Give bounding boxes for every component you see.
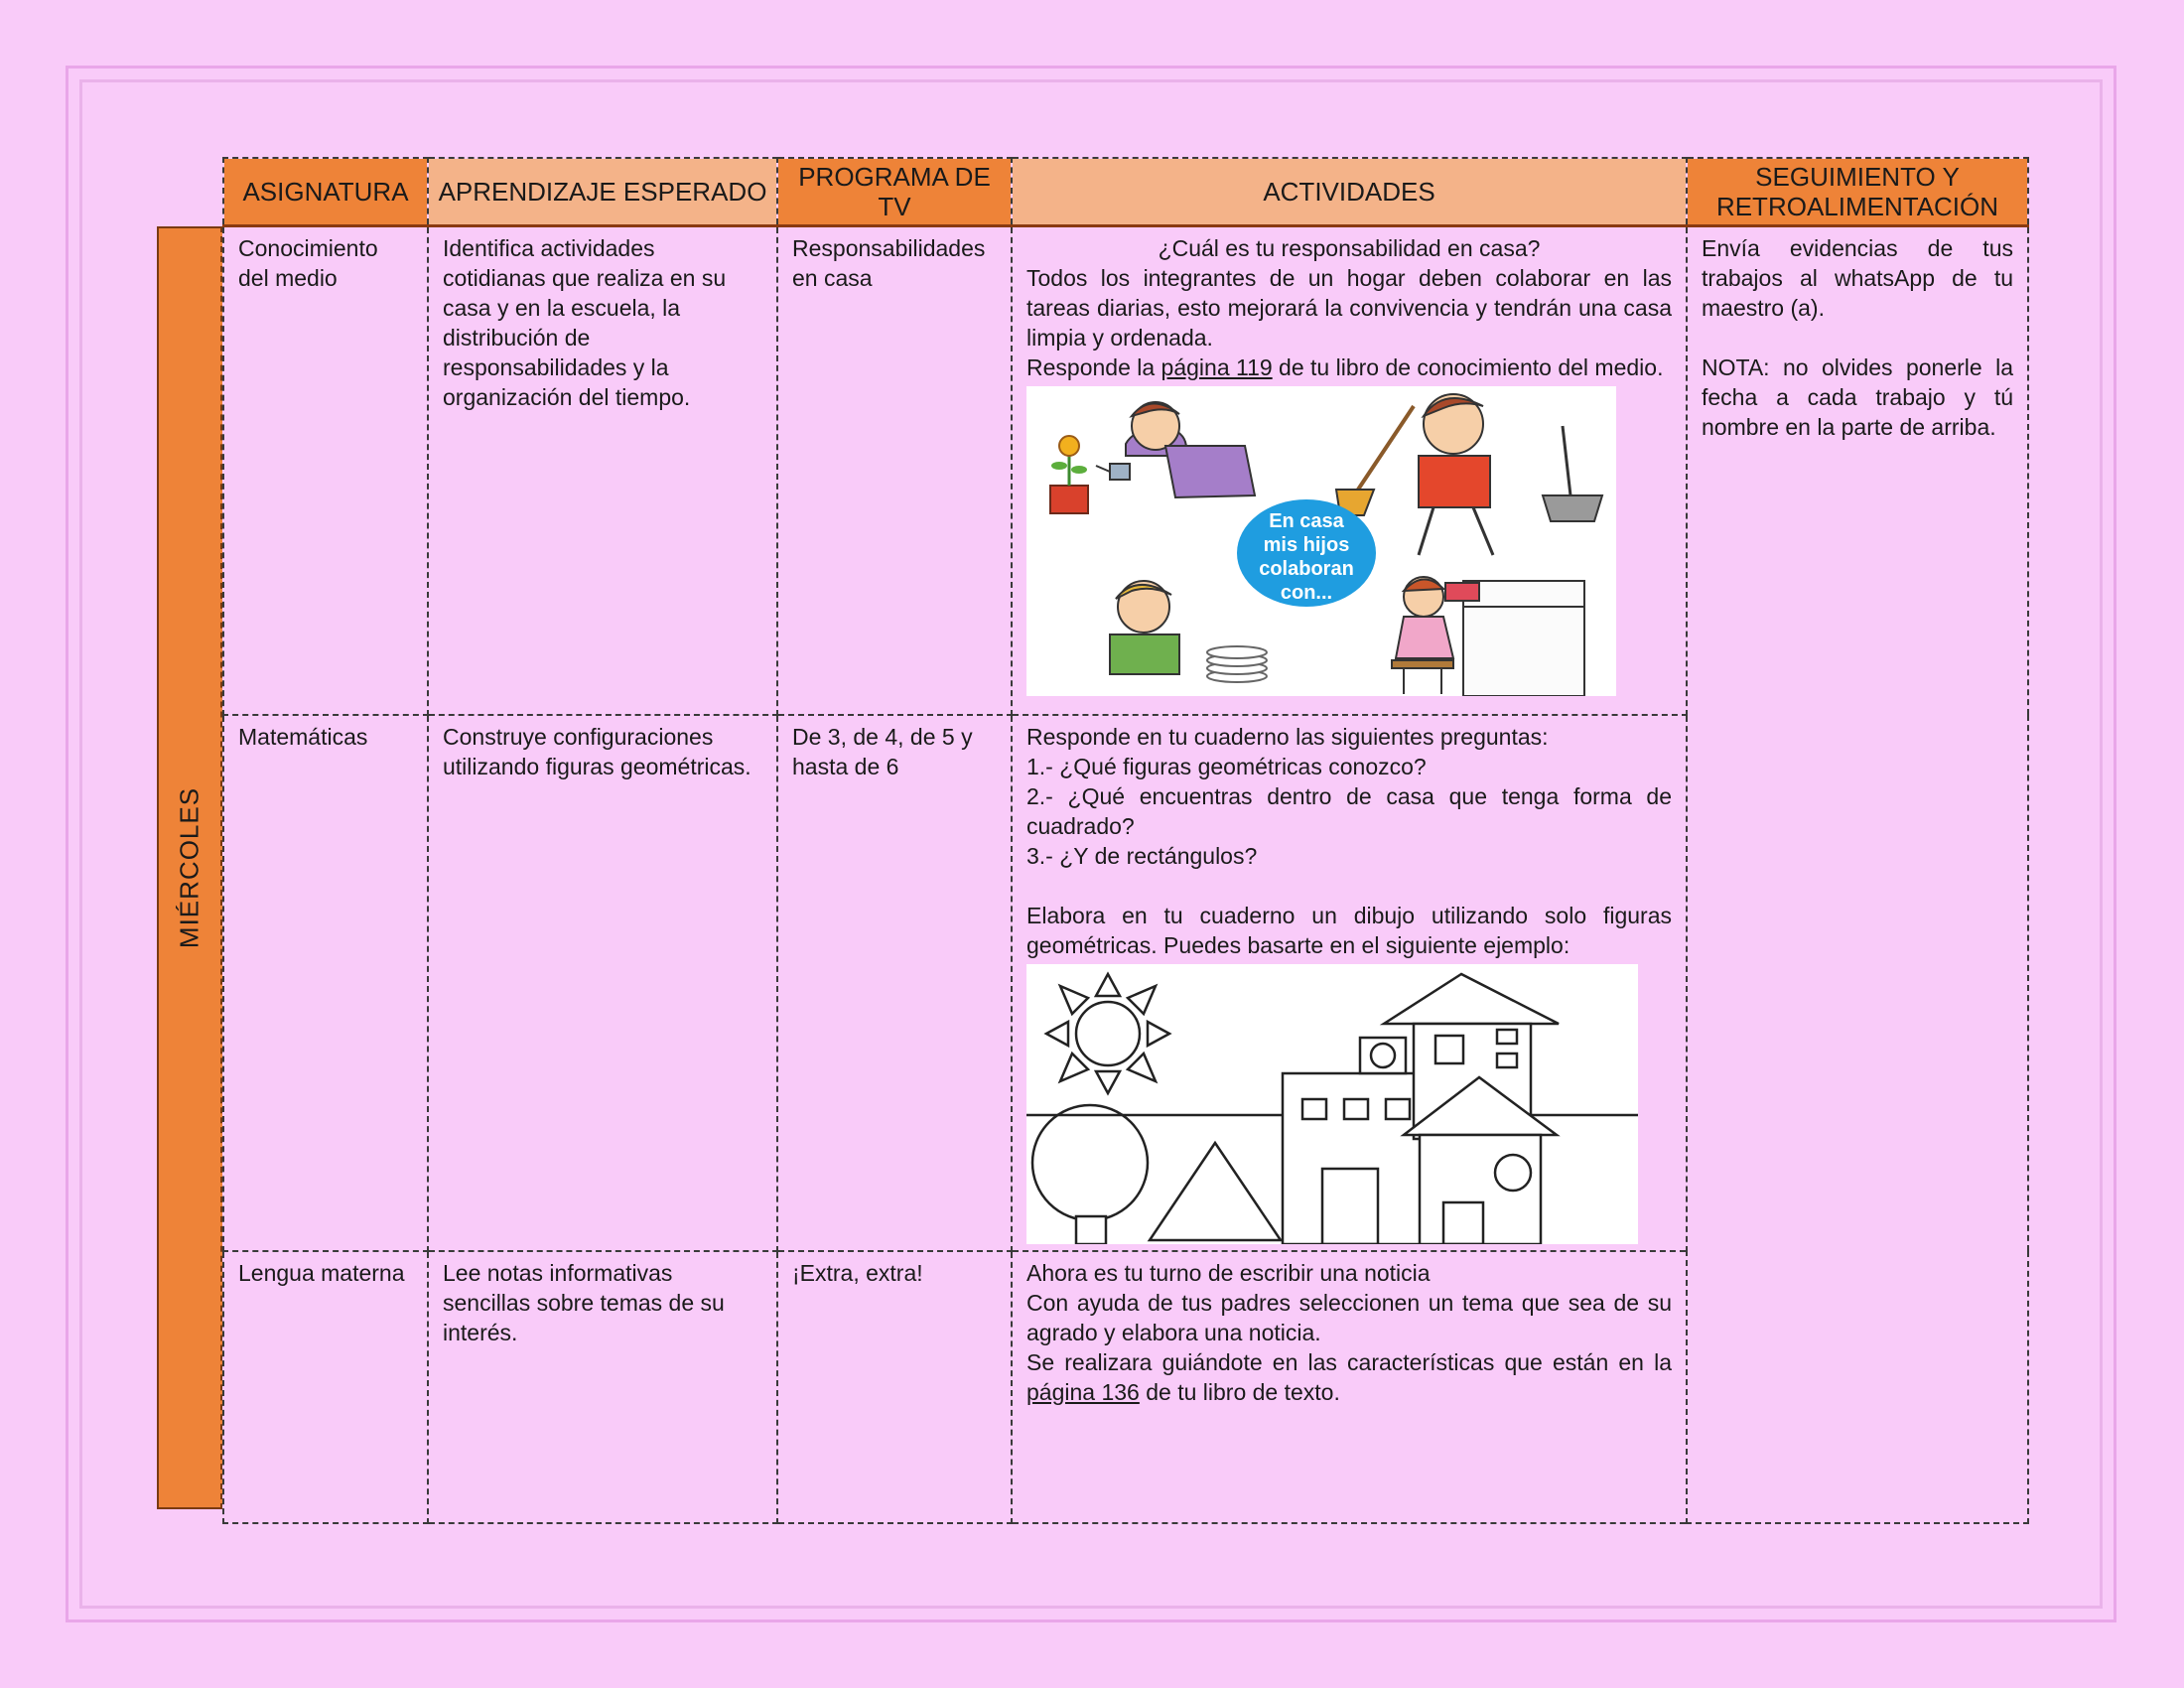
spacer: [1026, 871, 1672, 901]
header-seguimiento: SEGUIMIENTO Y RETROALIMENTACIÓN: [1687, 158, 2028, 226]
cell-programa: De 3, de 4, de 5 y hasta de 6: [777, 715, 1012, 1251]
activity-line-2: Con ayuda de tus padres seleccionen un tema que sea de su agrado y elabora una noticia.: [1026, 1289, 1672, 1345]
day-column: [157, 226, 222, 1509]
activity-question-2: 2.- ¿Qué encuentras dentro de casa que tenga forma de cuadrado?: [1026, 782, 1672, 839]
activity-line-3: [1026, 1347, 1672, 1407]
activity-question-1: 1.- ¿Qué figuras geométricas conozco?: [1026, 753, 1427, 779]
table-row: [223, 226, 2028, 715]
activity-line-1: Ahora es tu turno de escribir una noticia: [1026, 1259, 1431, 1286]
page-reference-link: página 136: [1026, 1378, 1140, 1405]
cell-actividades: [1012, 1251, 1687, 1523]
activity-intro: Responde en tu cuaderno las siguientes preguntas:: [1026, 723, 1549, 750]
seguimiento-note: NOTA: no olvides ponerle la fecha a cada trabajo y tú nombre en la parte de arriba.: [1702, 354, 2013, 440]
header-aprendizaje: APRENDIZAJE ESPERADO: [428, 158, 777, 226]
spacer: [1702, 323, 2013, 352]
cell-asignatura: Lengua materna: [223, 1251, 428, 1523]
cell-actividades: [1012, 715, 1687, 1251]
cell-programa: ¡Extra, extra!: [777, 1251, 1012, 1523]
badge-text-line-2: mis hijos: [1263, 534, 1350, 556]
cell-asignatura: Conocimiento del medio: [223, 226, 428, 715]
lesson-plan-table: [222, 157, 2029, 1524]
household-chores-illustration: [1026, 386, 1616, 696]
activity-instruction: [1026, 352, 1672, 382]
cell-aprendizaje: Identifica actividades cotidianas que realiza en su casa y en la escuela, la distribución de responsabilidades y la organización del tiempo.: [428, 226, 777, 715]
instruction-text-end: de tu libro de conocimiento del medio.: [1272, 354, 1664, 380]
badge-text-line-3: colaboran: [1259, 558, 1354, 580]
badge-text-line-4: con...: [1280, 582, 1333, 604]
cell-aprendizaje: Construye configuraciones utilizando figuras geométricas.: [428, 715, 777, 1251]
day-label: MIÉRCOLES: [174, 786, 205, 949]
cell-seguimiento: [1687, 226, 2028, 1523]
instruction-text: Responde la: [1026, 354, 1161, 380]
header-programa: PROGRAMA DE TV: [777, 158, 1012, 226]
header-row: [223, 158, 2028, 226]
activity-task: Elabora en tu cuaderno un dibujo utilizando solo figuras geométricas. Puedes basarte en el siguiente ejemplo:: [1026, 902, 1672, 958]
activity-question: ¿Cuál es tu responsabilidad en casa?: [1158, 235, 1541, 261]
activity-question-3: 3.- ¿Y de rectángulos?: [1026, 842, 1258, 869]
header-actividades: ACTIVIDADES: [1012, 158, 1687, 226]
line-3-text-end: de tu libro de texto.: [1139, 1378, 1340, 1405]
line-3-text: Se realizara guiándote en las características que están en la: [1026, 1348, 1672, 1375]
cell-programa: Responsabilidades en casa: [777, 226, 1012, 715]
geometric-shapes-drawing: [1026, 964, 1638, 1244]
badge-circle: [1237, 499, 1376, 607]
cell-aprendizaje: Lee notas informativas sencillas sobre temas de su interés.: [428, 1251, 777, 1523]
cell-actividades: [1012, 226, 1687, 715]
activity-paragraph: Todos los integrantes de un hogar deben colaborar en las tareas diarias, esto mejorará la convivencia y tendrán una casa limpia y ordenada.: [1026, 265, 1672, 351]
header-asignatura: ASIGNATURA: [223, 158, 428, 226]
cell-asignatura: Matemáticas: [223, 715, 428, 1251]
badge-text-line-1: En casa: [1269, 510, 1344, 532]
seguimiento-text: Envía evidencias de tus trabajos al whatsApp de tu maestro (a).: [1702, 235, 2013, 321]
page-reference-link: página 119: [1160, 354, 1273, 380]
